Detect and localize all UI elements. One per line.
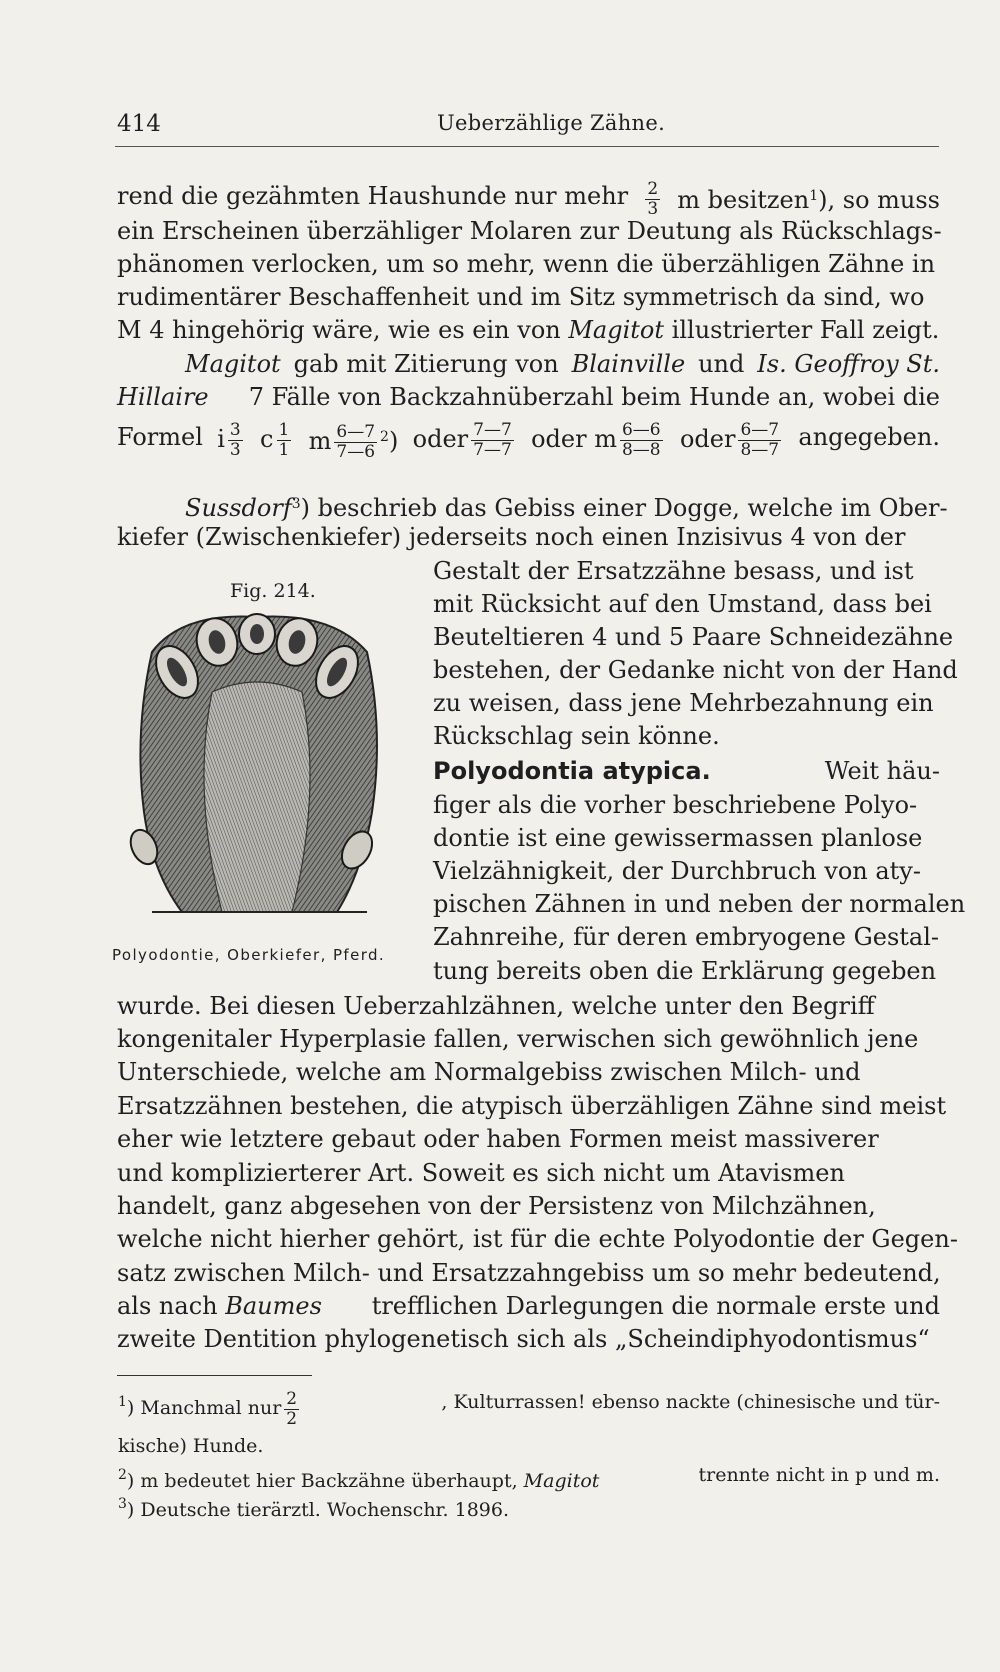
footnote-rule (117, 1375, 312, 1376)
text-line: Zahnreihe, für deren embryogene Gestal- (433, 923, 940, 951)
footnote: $^1$) Manchmal nur $\frac{2}{2}$ , Kulturrassen! ebenso nackte (chinesische und tür- (118, 1388, 940, 1429)
footnote: $^3$) Deutsche tierärztl. Wochenschr. 1896. (118, 1496, 510, 1521)
text-line: tung bereits oben die Erklärung gegeben (433, 957, 937, 985)
text-line: kiefer (Zwischenkiefer) jederseits noch einen Inzisivus 4 von der (117, 523, 906, 551)
text-line: bestehen, der Gedanke nicht von der Hand (433, 656, 958, 684)
text-line: rend die gezähmten Haushunde nur mehr $\frac{2}{3}$ m besitzen$^1$), so muss (117, 179, 940, 219)
text-line: Gestalt der Ersatzzähne besass, und ist (433, 557, 914, 585)
text-line: figer als die vorher beschriebene Polyo- (433, 791, 918, 819)
text-line: rudimentärer Beschaffenheit und im Sitz symmetrisch da sind, wo (117, 283, 925, 311)
figure-label: Fig. 214. (230, 580, 316, 602)
text-line: kongenitaler Hyperplasie fallen, verwischen sich gewöhnlich jene (117, 1025, 919, 1053)
dental-formula-line: Formel i $\frac{3}{3}$ c $\frac{1}{1}$ m $\frac{6—7}{7—6}$ $^2$) oder $\frac{7—7}{7—7}$ oder m $\frac{6—6}{8—8}$ oder $\frac{6—7}{8—7}$ angegeben. (117, 420, 940, 462)
figure-engraving (122, 612, 392, 934)
figure-caption: Polyodontie, Oberkiefer, Pferd. (112, 946, 386, 964)
text-line: welche nicht hierher gehört, ist für die echte Polyodontie der Gegen- (117, 1225, 958, 1253)
text-line: Ersatzzähnen bestehen, die atypisch überzähligen Zähne sind meist (117, 1092, 947, 1120)
section-heading: Polyodontia atypica. (433, 757, 711, 785)
text-line: zweite Dentition phylogenetisch sich als „Scheindiphyodontismus“ (117, 1325, 930, 1353)
running-title: Ueberzählige Zähne. (437, 111, 666, 135)
text-line: Magitot gab mit Zitierung von Blainville und Is. Geoffroy St. (185, 350, 940, 378)
text-line: Unterschiede, welche am Normalgebiss zwischen Milch- und (117, 1058, 861, 1086)
header-rule (115, 146, 939, 147)
text-line: Sussdorf$^3$) beschrieb das Gebiss einer Dogge, welche im Ober- (185, 494, 948, 522)
text-line: M 4 hingehörig wäre, wie es ein von Magitot illustrierter Fall zeigt. (117, 316, 940, 344)
text-line: handelt, ganz abgesehen von der Persistenz von Milchzähnen, (117, 1192, 876, 1220)
text-line: mit Rücksicht auf den Umstand, dass bei (433, 590, 932, 618)
text-line: zu weisen, dass jene Mehrbezahnung ein (433, 689, 934, 717)
text-line: wurde. Bei diesen Ueberzahlzähnen, welche unter den Begriff (117, 992, 875, 1020)
text-line: Vielzähnigkeit, der Durchbruch von aty- (433, 857, 921, 885)
text-line: Rückschlag sein könne. (433, 722, 720, 750)
footnote: $^2$) m bedeutet hier Backzähne überhaupt, Magitot trennte nicht in p und m. (118, 1464, 940, 1492)
text-line: Beuteltieren 4 und 5 Paare Schneidezähne (433, 623, 954, 651)
text-line: und komplizierterer Art. Soweit es sich nicht um Atavismen (117, 1159, 845, 1187)
text-line: als nach Baumes trefflichen Darlegungen die normale erste und (117, 1292, 940, 1320)
fraction: $\frac{2}{3}$ (647, 179, 659, 219)
page-number: 414 (117, 111, 161, 137)
text-line: Hillaire 7 Fälle von Backzahnüberzahl beim Hunde an, wobei die (117, 383, 940, 411)
text-line: phänomen verlocken, um so mehr, wenn die überzähligen Zähne in (117, 250, 936, 278)
footnote-ref: 1 (809, 188, 819, 204)
text-line: satz zwischen Milch- und Ersatzzahngebiss um so mehr bedeutend, (117, 1259, 941, 1287)
text-line: eher wie letztere gebaut oder haben Formen meist massiverer (117, 1125, 879, 1153)
text-line: pischen Zähnen in und neben der normalen (433, 890, 966, 918)
footnote: kische) Hunde. (118, 1435, 264, 1457)
text-line: Polyodontia atypica. Weit häu- (433, 757, 940, 785)
text-line: dontie ist eine gewissermassen planlose (433, 824, 923, 852)
text-line: ein Erscheinen überzähliger Molaren zur Deutung als Rückschlags- (117, 217, 942, 245)
